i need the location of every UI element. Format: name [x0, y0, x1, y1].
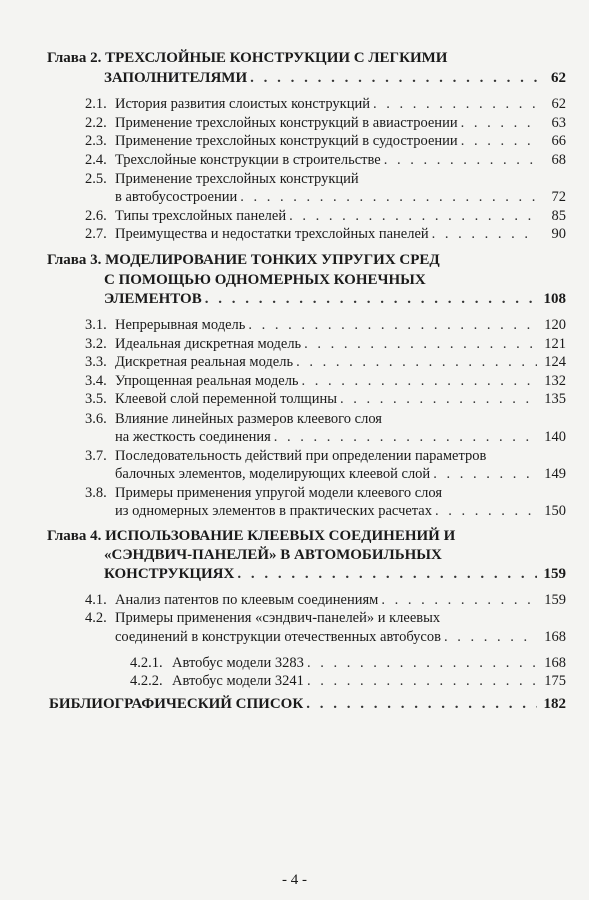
leader-dots — [289, 207, 537, 225]
entry-number: 3.7. — [85, 448, 107, 464]
entry-title: Автобус модели 3241 — [172, 673, 304, 689]
entry-page: 66 — [551, 133, 566, 149]
entry-title: Применение трехслойных конструкций — [115, 171, 359, 187]
entry-number: 2.6. — [85, 208, 107, 224]
entry-number: 4.1. — [85, 592, 107, 608]
entry-title: Примеры применения «сэндвич-панелей» и клеевых — [115, 610, 441, 626]
entry-title: Клеевой слой переменной толщины — [115, 391, 337, 407]
toc-entry-2-5-line1 — [85, 170, 359, 188]
entry-number: 2.1. — [85, 96, 107, 112]
toc-entry-2-2 — [85, 114, 566, 132]
leader-dots — [307, 654, 537, 672]
toc-entry-2-6 — [85, 207, 566, 225]
entry-page: 120 — [544, 317, 566, 333]
leader-dots — [307, 672, 537, 690]
entry-number: 2.5. — [85, 171, 107, 187]
toc-entry-2-7 — [85, 225, 566, 243]
toc-entry-3-7-line1 — [85, 447, 486, 465]
leader-dots — [248, 316, 537, 334]
entry-number: 3.6. — [85, 411, 107, 427]
toc-entry-4-2-line1 — [85, 609, 440, 627]
entry-page: 72 — [551, 189, 566, 205]
leader-dots — [306, 695, 537, 713]
toc-entry-3-1 — [85, 316, 566, 334]
entry-number: 3.8. — [85, 485, 107, 501]
entry-number: 3.5. — [85, 391, 107, 407]
leader-dots — [444, 628, 537, 646]
chapter4-heading-line2 — [104, 546, 442, 564]
entry-number: 3.3. — [85, 354, 107, 370]
entry-number: 3.1. — [85, 317, 107, 333]
leader-dots — [240, 188, 537, 206]
toc-entry-3-5 — [85, 390, 566, 408]
toc-entry-4-1 — [85, 591, 566, 609]
leader-dots — [381, 591, 537, 609]
toc-entry-3-3 — [85, 353, 566, 371]
chapter4-page: 159 — [543, 566, 566, 582]
leader-dots — [435, 502, 537, 520]
toc-entry-3-7-line2 — [115, 465, 566, 483]
entry-number: 2.2. — [85, 115, 107, 131]
leader-dots — [432, 225, 537, 243]
chapter3-title-line1: МОДЕЛИРОВАНИЕ ТОНКИХ УПРУГИХ СРЕД — [105, 252, 440, 268]
entry-title-cont: на жесткость соединения — [115, 429, 271, 445]
chapter3-prefix: Глава 3. — [47, 252, 102, 268]
entry-page: 85 — [551, 208, 566, 224]
chapter4-heading-line3 — [104, 565, 566, 583]
entry-page: 140 — [544, 429, 566, 445]
entry-title: Автобус модели 3283 — [172, 655, 304, 671]
page-number: - 4 - — [282, 872, 307, 888]
chapter2-title-line2: ЗАПОЛНИТЕЛЯМИ — [104, 70, 248, 86]
entry-title: Анализ патентов по клеевым соединениям — [115, 592, 379, 608]
toc-entry-3-4 — [85, 372, 566, 390]
bibliography-page: 182 — [543, 696, 566, 712]
entry-number: 2.4. — [85, 152, 107, 168]
entry-title-cont: балочных элементов, моделирующих клеевой слой — [115, 466, 431, 482]
leader-dots — [237, 565, 537, 583]
entry-title: Примеры применения упругой модели клеевого слоя — [115, 485, 443, 501]
chapter4-prefix: Глава 4. — [47, 528, 102, 544]
chapter3-heading-line2 — [104, 271, 426, 289]
entry-title-cont: в автобусостроении — [115, 189, 238, 205]
chapter2-prefix: Глава 2. — [47, 50, 102, 66]
entry-page: 68 — [551, 152, 566, 168]
toc-entry-3-2 — [85, 335, 566, 353]
chapter2-heading-line2 — [104, 69, 566, 87]
toc-entry-2-1 — [85, 95, 566, 113]
toc-entry-3-6-line1 — [85, 410, 382, 428]
entry-title: Идеальная дискретная модель — [115, 336, 302, 352]
toc-entry-2-4 — [85, 151, 566, 169]
entry-title: Типы трехслойных панелей — [115, 208, 287, 224]
entry-number: 4.2.1. — [130, 655, 163, 671]
entry-page: 150 — [544, 503, 566, 519]
chapter4-title-line2: «СЭНДВИЧ-ПАНЕЛЕЙ» В АВТОМОБИЛЬНЫХ — [104, 547, 442, 563]
chapter3-heading-line1 — [47, 251, 440, 269]
leader-dots — [304, 335, 537, 353]
entry-number: 3.4. — [85, 373, 107, 389]
toc-entry-2-3 — [85, 132, 566, 150]
entry-page: 90 — [551, 226, 566, 242]
leader-dots — [205, 290, 537, 308]
toc-entry-3-8-line1 — [85, 484, 442, 502]
leader-dots — [433, 465, 537, 483]
leader-dots — [340, 390, 537, 408]
entry-title-cont: соединений в конструкции отечественных автобусов — [115, 629, 441, 645]
entry-title: Упрощенная реальная модель — [115, 373, 299, 389]
leader-dots — [250, 69, 537, 87]
entry-title: Трехслойные конструкции в строительстве — [115, 152, 381, 168]
toc-entry-3-6-line2 — [115, 428, 566, 446]
entry-number: 2.7. — [85, 226, 107, 242]
chapter4-title-line3: КОНСТРУКЦИЯХ — [104, 566, 235, 582]
entry-page: 159 — [544, 592, 566, 608]
entry-number: 3.2. — [85, 336, 107, 352]
bibliography-title: БИБЛИОГРАФИЧЕСКИЙ СПИСОК — [49, 696, 304, 712]
entry-title: Применение трехслойных конструкций в судостроении — [115, 133, 458, 149]
entry-title: История развития слоистых конструкций — [115, 96, 370, 112]
chapter3-title-line2: С ПОМОЩЬЮ ОДНОМЕРНЫХ КОНЕЧНЫХ — [104, 272, 426, 288]
chapter2-page: 62 — [551, 70, 566, 86]
toc-entry-4-2-2 — [130, 672, 566, 690]
entry-page: 124 — [544, 354, 566, 370]
chapter3-title-line3: ЭЛЕМЕНТОВ — [104, 291, 202, 307]
toc-entry-4-2-1 — [130, 654, 566, 672]
entry-number: 4.2. — [85, 610, 107, 626]
chapter2-heading-line1 — [47, 49, 447, 67]
entry-title: Влияние линейных размеров клеевого слоя — [115, 411, 382, 427]
chapter3-heading-line3 — [104, 290, 566, 308]
chapter4-title-line1: ИСПОЛЬЗОВАНИЕ КЛЕЕВЫХ СОЕДИНЕНИЙ И — [105, 528, 456, 544]
entry-page: 175 — [544, 673, 566, 689]
chapter4-heading-line1 — [47, 527, 455, 545]
toc-entry-4-2-line2 — [115, 628, 566, 646]
toc-entry-2-5-line2 — [115, 188, 566, 206]
entry-page: 62 — [551, 96, 566, 112]
entry-number: 2.3. — [85, 133, 107, 149]
entry-title: Преимущества и недостатки трехслойных панелей — [115, 226, 429, 242]
leader-dots — [373, 95, 537, 113]
entry-page: 121 — [544, 336, 566, 352]
entry-page: 149 — [544, 466, 566, 482]
entry-page: 168 — [544, 629, 566, 645]
entry-title-cont: из одномерных элементов в практических расчетах — [115, 503, 432, 519]
toc-entry-3-8-line2 — [115, 502, 566, 520]
chapter2-title-line1: ТРЕХСЛОЙНЫЕ КОНСТРУКЦИИ С ЛЕГКИМИ — [105, 50, 448, 66]
entry-title: Непрерывная модель — [115, 317, 246, 333]
entry-page: 63 — [551, 115, 566, 131]
bibliography-entry — [49, 695, 566, 713]
leader-dots — [384, 151, 537, 169]
leader-dots — [461, 132, 537, 150]
entry-title: Последовательность действий при определении параметров — [115, 448, 487, 464]
entry-title: Дискретная реальная модель — [115, 354, 294, 370]
entry-title: Применение трехслойных конструкций в авиастроении — [115, 115, 458, 131]
leader-dots — [296, 353, 537, 371]
entry-page: 132 — [544, 373, 566, 389]
leader-dots — [302, 372, 537, 390]
entry-page: 168 — [544, 655, 566, 671]
leader-dots — [461, 114, 537, 132]
entry-page: 135 — [544, 391, 566, 407]
leader-dots — [274, 428, 537, 446]
entry-number: 4.2.2. — [130, 673, 163, 689]
chapter3-page: 108 — [543, 291, 566, 307]
